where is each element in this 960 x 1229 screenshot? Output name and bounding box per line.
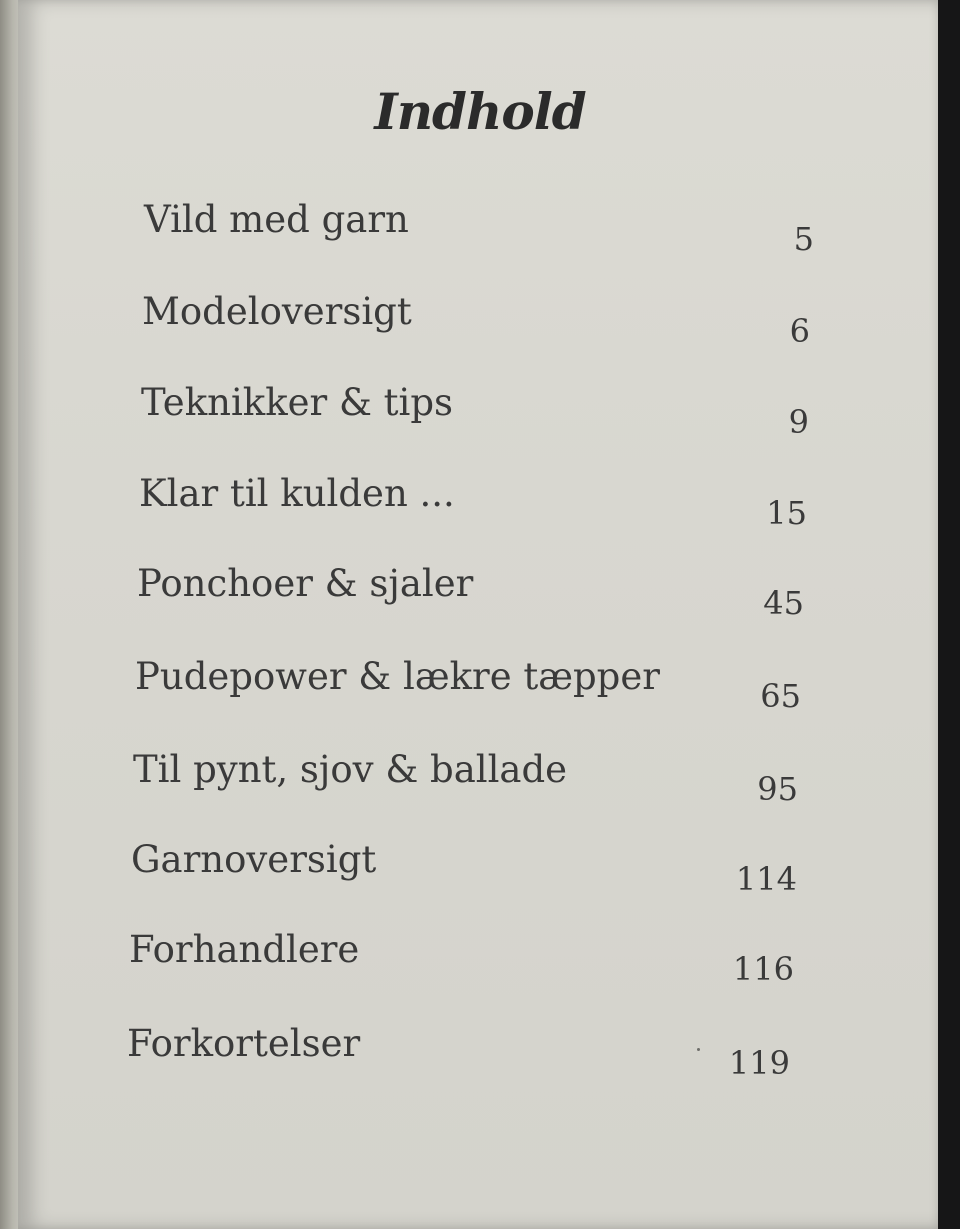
toc-entry-label: Forhandlere [129,928,360,971]
toc-entry-label: Vild med garn [144,198,409,241]
toc-entry-page-number: 45 [763,584,804,622]
toc-entry-label: Garnoversigt [131,838,377,881]
toc-entry-label: Modeloversigt [142,290,412,333]
toc-entry-page-number: 65 [760,677,801,715]
toc-entry-label: Pudepower & lækre tæpper [135,655,660,698]
toc-entry [133,748,803,808]
toc-entry-page-number: 9 [788,403,809,441]
toc-entry [137,562,807,622]
toc-entry-label: Ponchoer & sjaler [137,562,474,605]
toc-entry-label: Teknikker & tips [141,381,454,424]
toc-entry [142,290,812,350]
page-title: Indhold [374,82,586,141]
background-edge [938,0,960,1229]
toc-entry-label: Klar til kulden ... [139,472,455,515]
toc-entry [131,838,801,898]
toc-entry-page-number: 5 [793,220,814,258]
toc-entry-page-number: 116 [732,950,794,988]
toc-entry [144,198,814,258]
toc-entry-page-number: 119 [728,1044,790,1082]
paper-speck [697,1048,700,1051]
toc-entry-label: Forkortelser [127,1022,361,1065]
toc-entry-page-number: 15 [766,494,807,532]
toc-entry [135,655,805,715]
toc-entry [127,1022,797,1082]
toc-entry-page-number: 6 [789,312,810,350]
toc-entry-page-number: 114 [735,860,797,898]
toc-entry [129,928,799,988]
toc-entry-page-number: 95 [757,770,798,808]
toc-entry-label: Til pynt, sjov & ballade [133,748,568,791]
toc-entry [141,381,811,441]
toc-entry [139,472,809,532]
